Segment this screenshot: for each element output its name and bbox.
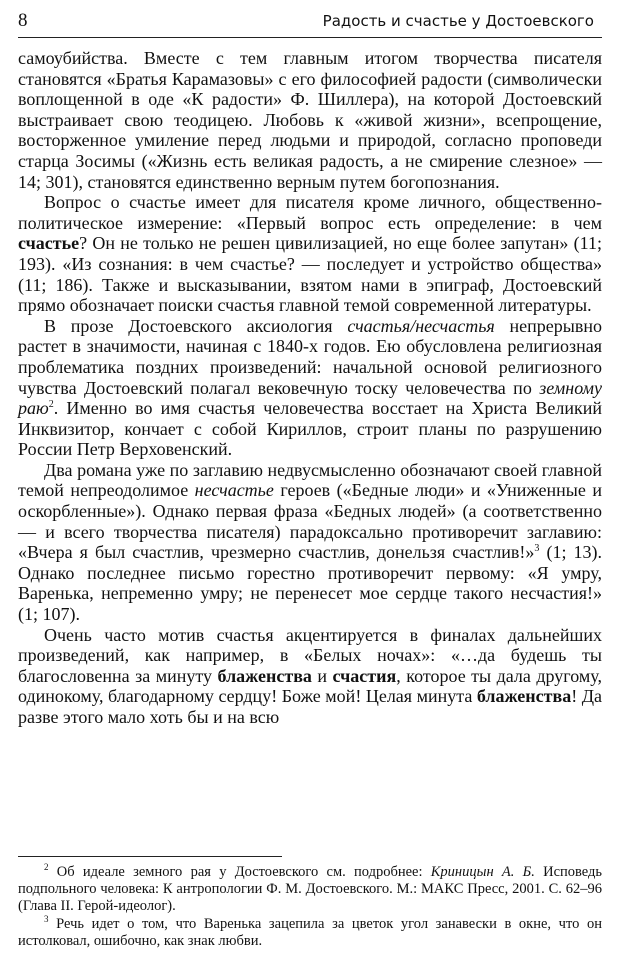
text-run: В прозе Достоевского аксиология — [44, 315, 348, 336]
bold-run: блаженства — [217, 665, 312, 686]
paragraph — [18, 460, 602, 625]
paragraph — [18, 192, 602, 316]
text-run: ? Он не только не решен цивилизацией, но еще более запутан» (11; 193). «Из сознания: в чем счастье? — последует и устройство общества» (11; 186). Также и высказывании, взятом нами в эпиграф, Достоевский прямо обозначает поиски счастья главной темой современной литературы. — [18, 233, 602, 316]
text-run: Речь идет о том, что Варенька зацепила за цветок угол занавески в окне, что он истолковал, ошибочно, как знак любви. — [18, 915, 602, 949]
header-rule — [18, 37, 602, 38]
text-run: непрерывно растет в значимости, начиная с 1840-х годов. Ею обусловлена религиозная проблематика поздних произведений: начальной основой религиозного чувства Достоевский полагал вековечную тоску человечества по — [18, 315, 602, 398]
text-run: и — [311, 665, 333, 686]
footnote — [18, 913, 602, 950]
bold-run: блаженства — [476, 686, 572, 707]
page-number: 8 — [18, 10, 28, 31]
bold-run: счастия — [332, 665, 397, 686]
paragraph — [18, 48, 602, 192]
italic-run: счастья/несчастья — [347, 315, 495, 336]
footnote — [18, 864, 602, 916]
footnote-ref: 2 — [44, 862, 49, 872]
text-run: Два романа уже по заглавию недвусмысленно обозначают своей главной темой непреодолимое — [18, 459, 602, 501]
text-run: . Именно во имя счастья человечества восстает на Христа Великий Инквизитор, кончает с собой Кириллов, строит планы по разрушению России Петр Верховенский. — [18, 398, 602, 460]
running-header — [18, 10, 602, 36]
main-text — [18, 48, 602, 728]
text-run: (1; 13). Однако последнее письмо горестно противоречит первому: «Я умру, Варенька, непременно умру; не перенесет мое сердце такого несчастия!» (1; 107). — [18, 542, 602, 625]
running-title: Радость и счастье у Достоевского — [322, 12, 594, 30]
text-run: героев («Бедные люди» и «Униженные и оскорбленные»). Однако первая фраза «Бедных людей» (а соответственно — и всего творчества писателя) парадоксально противоречит заглавию: «Вчера я был счастлив, чрезмерно счастлив, донельзя счастлив!» — [18, 480, 602, 563]
text-run: самоубийства. Вместе с тем главным итогом творчества писателя становятся «Братья Карамазовы» с его философией радости (символически воплощенной в оде «К радости» Ф. Шиллера), на которой Достоевский выстраивает свою теодицею. Любовь к «живой жизни», всепрощение, восторженное умиление перед людьми и природой, согласно проповеди старца Зосимы («Жизнь есть великая радость, а не смирение слезное» — 14; 301), становятся единственно верным путем богопознания. — [18, 48, 602, 192]
text-run: ! Да разве этого мало хоть бы и на всю — [18, 686, 602, 727]
bold-run: счастье — [18, 233, 80, 254]
footnotes — [18, 864, 602, 950]
text-run: , которое ты дала другому, одинокому, благодарному сердцу! Боже мой! Целая минута — [18, 665, 602, 707]
footnote-ref: 3 — [44, 913, 49, 924]
footnote-ref: 2 — [48, 399, 54, 411]
footnote-ref: 3 — [534, 543, 540, 555]
italic-run: Криницын А. Б. — [430, 864, 535, 880]
italic-run: земному раю — [18, 377, 602, 419]
text-run: Очень часто мотив счастья акцентируется в финалах дальнейших произведений, как например, в «Белых ночах»: «…да будешь ты благословенна за минуту — [18, 624, 602, 686]
paragraph — [18, 316, 602, 460]
text-run: Вопрос о счастье имеет для писателя кроме личного, общественно-политическое измерение: «Первый вопрос есть определение: в чем — [18, 192, 602, 233]
text-run: Исповедь подпольного человека: К антропологии Ф. М. Достоевского. М.: МАКС Пресс, 2001. С. 62–96 (Глава II. Герой-идеолог). — [18, 864, 603, 915]
paragraph — [18, 625, 602, 728]
text-run: Об идеале земного рая у Достоевского см. подробнее: — [48, 864, 431, 880]
italic-run: несчастье — [194, 480, 274, 501]
footnote-rule — [18, 856, 282, 857]
